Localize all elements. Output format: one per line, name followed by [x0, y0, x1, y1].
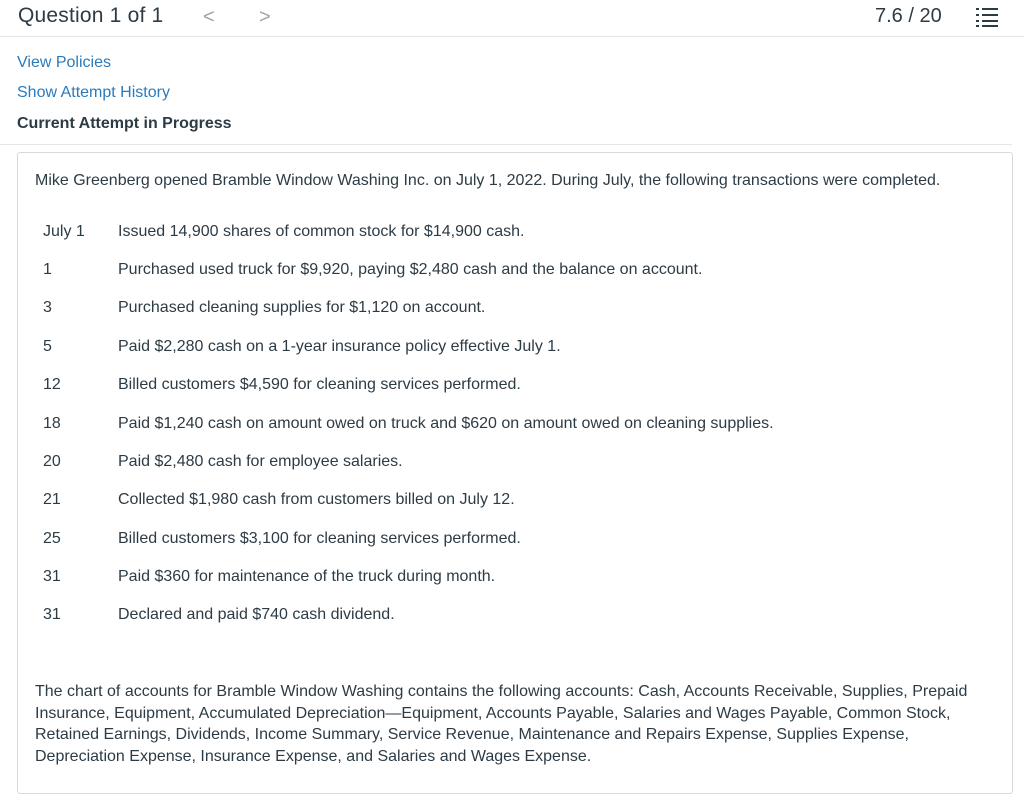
attempt-status: Current Attempt in Progress	[17, 115, 232, 132]
show-attempt-history-link[interactable]: Show Attempt History	[17, 84, 170, 101]
transaction-date: 21	[43, 491, 61, 508]
transaction-row	[18, 568, 978, 592]
next-question-button[interactable]: >	[259, 6, 271, 28]
transaction-row	[18, 338, 978, 362]
transaction-description: Declared and paid $740 cash dividend.	[118, 606, 395, 623]
transaction-row	[18, 606, 978, 630]
transaction-description: Paid $1,240 cash on amount owed on truck and $620 on amount owed on cleaning supplies.	[118, 415, 774, 432]
transaction-date: 20	[43, 453, 61, 470]
transaction-description: Paid $2,280 cash on a 1-year insurance policy effective July 1.	[118, 338, 561, 355]
transaction-description: Billed customers $3,100 for cleaning services performed.	[118, 530, 521, 547]
list-icon[interactable]	[976, 6, 998, 28]
question-body	[17, 152, 1013, 794]
transaction-date: 18	[43, 415, 61, 432]
transaction-row	[18, 453, 978, 477]
transaction-description: Purchased used truck for $9,920, paying $2,480 cash and the balance on account.	[118, 261, 703, 278]
transaction-description: Paid $360 for maintenance of the truck during month.	[118, 568, 496, 585]
transaction-description: Purchased cleaning supplies for $1,120 on account.	[118, 299, 486, 316]
transaction-date: 25	[43, 530, 61, 547]
chart-of-accounts-text: The chart of accounts for Bramble Window Washing contains the following accounts: Cash, Accounts Receivable, Supplies, Prepaid Insurance, Equipment, Accumulated Depreciation—Equipment, Accounts Payable, Salaries and Wages Payable, Common Stock, Retained Earnings, Dividends, Income Summary, Service Revenue, Maintenance and Repairs Expense, Supplies Expense, Depreciation Expense, Insurance Expense, and Salaries and Wages Expense.	[35, 683, 968, 765]
question-title: Question 1 of 1	[18, 4, 164, 27]
transaction-row	[18, 415, 978, 439]
transaction-row	[18, 376, 978, 400]
question-header	[0, 0, 1024, 37]
score-display: 7.6 / 20	[875, 5, 942, 27]
transaction-date: 5	[43, 338, 52, 355]
transaction-row	[18, 491, 978, 515]
transaction-description: Collected $1,980 cash from customers billed on July 12.	[118, 491, 515, 508]
transaction-description: Issued 14,900 shares of common stock for $14,900 cash.	[118, 223, 525, 240]
transaction-row	[18, 261, 978, 285]
attempt-links	[0, 44, 1012, 145]
previous-question-button[interactable]: <	[203, 6, 215, 28]
transaction-date: 31	[43, 568, 61, 585]
transaction-date: 1	[43, 261, 52, 278]
transaction-date: 31	[43, 606, 61, 623]
transaction-row	[18, 223, 978, 247]
question-intro: Mike Greenberg opened Bramble Window Washing Inc. on July 1, 2022. During July, the following transactions were completed.	[35, 172, 941, 189]
transaction-row	[18, 299, 978, 323]
view-policies-link[interactable]: View Policies	[17, 54, 111, 71]
transaction-date: 3	[43, 299, 52, 316]
transaction-row	[18, 530, 978, 554]
transaction-description: Paid $2,480 cash for employee salaries.	[118, 453, 403, 470]
transaction-description: Billed customers $4,590 for cleaning services performed.	[118, 376, 521, 393]
transaction-date: July 1	[43, 223, 85, 240]
transaction-date: 12	[43, 376, 61, 393]
